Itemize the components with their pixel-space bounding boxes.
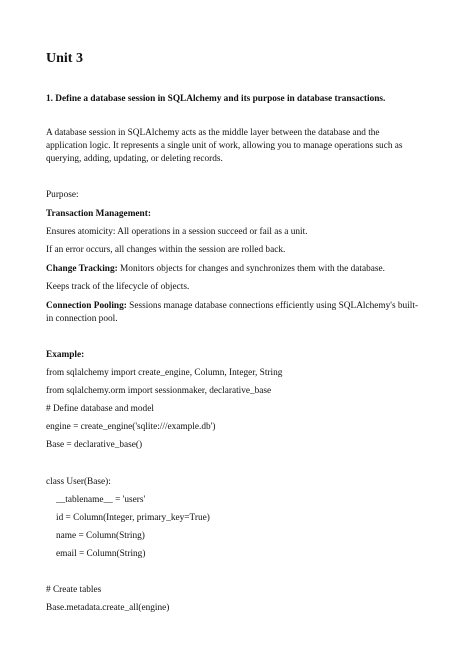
code-line: email = Column(String) [56,549,146,559]
code-line: class User(Base): [46,477,111,487]
connection-pooling-cont: in connection pool. [46,314,118,324]
transaction-line-1: Ensures atomicity: All operations in a session succeed or fail as a unit. [46,227,308,237]
example-label: Example: [46,350,85,360]
change-tracking-extra: Keeps track of the lifecycle of objects. [46,282,190,292]
question-heading: 1. Define a database session in SQLAlchemy and its purpose in database transactions. [46,94,386,104]
code-line: from sqlalchemy import create_engine, Column, Integer, String [46,368,283,378]
change-tracking-line [46,263,385,275]
transaction-line-2: If an error occurs, all changes within the session are rolled back. [46,245,286,255]
change-tracking-text: Monitors objects for changes and synchronizes them with the database. [117,264,385,274]
code-line: name = Column(String) [56,531,145,541]
code-line: id = Column(Integer, primary_key=True) [56,513,210,523]
connection-pooling-label: Connection Pooling: [46,301,127,311]
intro-line-1: A database session in SQLAlchemy acts as the middle layer between the database and the [46,128,380,138]
code-line: __tablename__ = 'users' [56,495,146,505]
code-line: from sqlalchemy.orm import sessionmaker, declarative_base [46,386,272,396]
connection-pooling-line [46,300,418,312]
code-line: # Create tables [46,585,102,595]
code-line: Base.metadata.create_all(engine) [46,603,170,613]
intro-line-2: application logic. It represents a single unit of work, allowing you to manage operations such as [46,141,403,151]
intro-line-3: querying, adding, updating, or deleting records. [46,154,223,164]
unit-title: Unit 3 [46,51,83,66]
code-line: Base = declarative_base() [46,440,143,450]
code-line: # Define database and model [46,404,154,414]
transaction-heading: Transaction Management: [46,209,151,219]
change-tracking-label: Change Tracking: [46,264,118,274]
code-line: engine = create_engine('sqlite:///example.db') [46,422,216,432]
purpose-label: Purpose: [46,190,79,200]
connection-pooling-text: Sessions manage database connections efficiently using SQLAlchemy's built- [126,301,419,311]
